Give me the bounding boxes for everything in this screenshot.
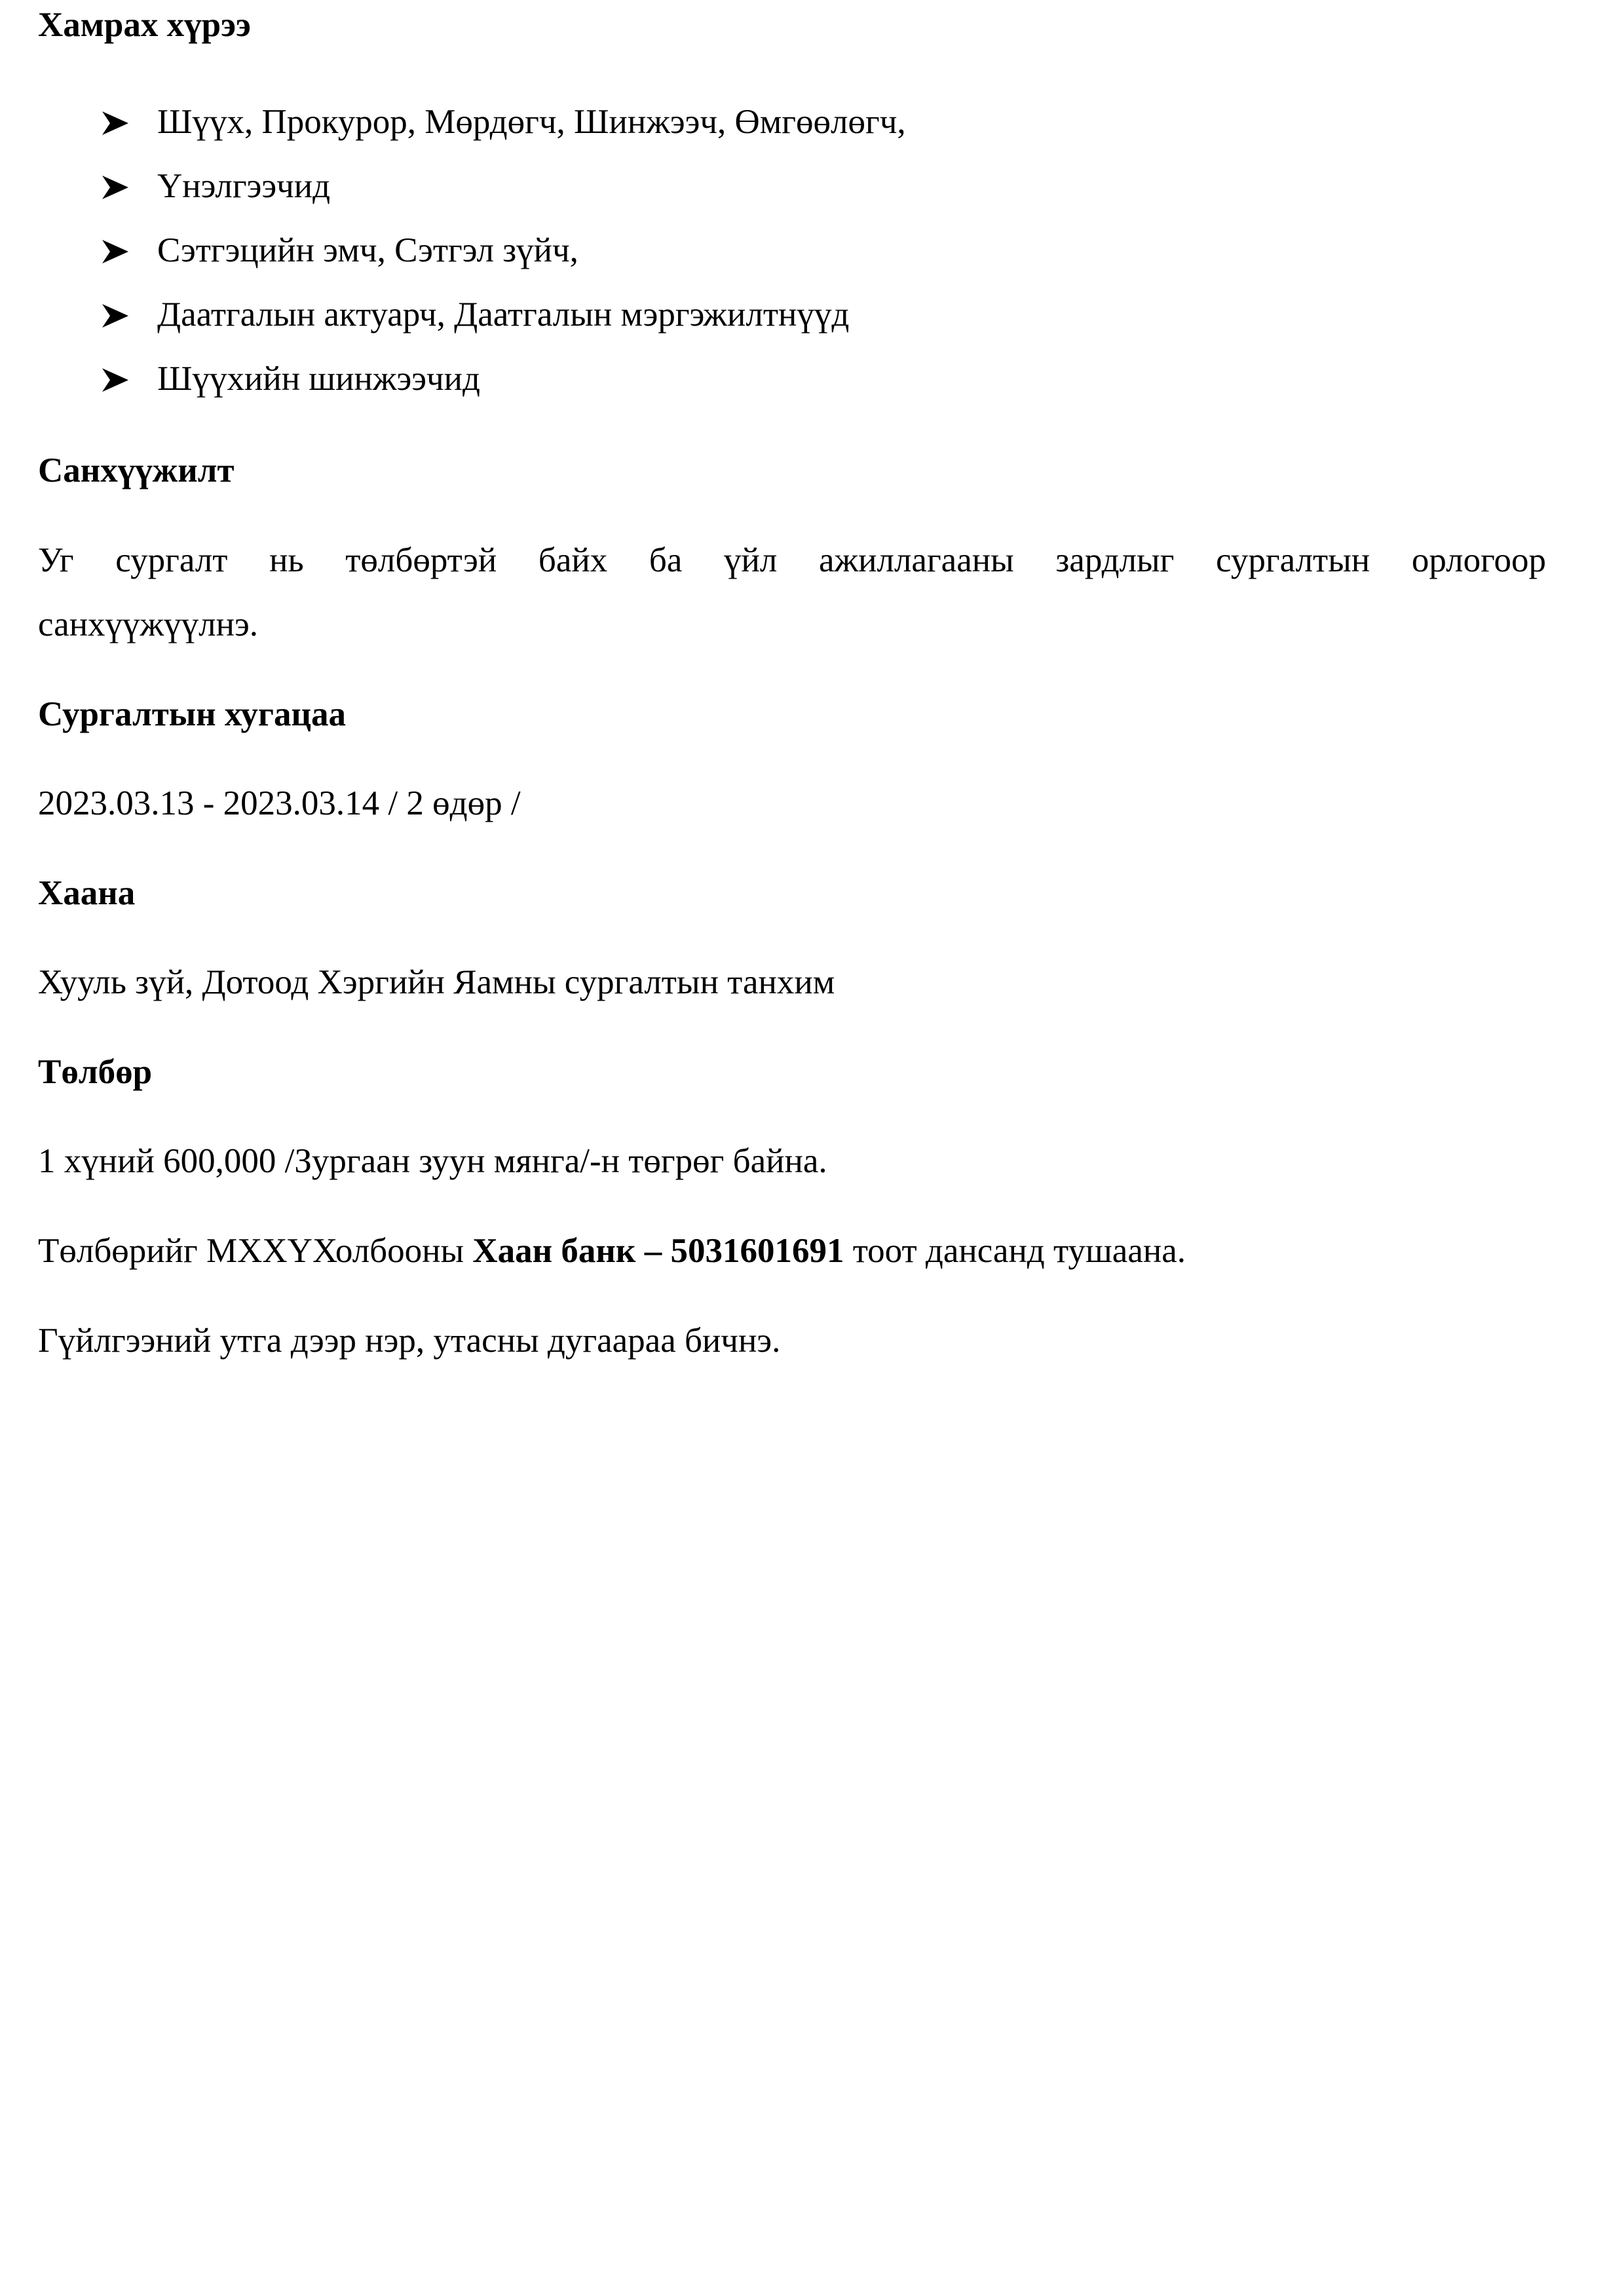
arrowhead-bullet-icon [101, 362, 157, 396]
list-item-label: Сэтгэцийн эмч, Сэтгэл зүйч, [157, 231, 578, 269]
payment-suffix: тоот дансанд тушаана. [844, 1232, 1186, 1270]
funding-text-line-1: Уг сургалт нь төлбөртэй байх ба үйл ажиллагааны зардлыг сургалтын орлогоор [38, 541, 1546, 579]
funding-text-line-2: санхүүжүүлнэ. [38, 605, 258, 643]
funding-heading: Санхүүжилт [38, 451, 235, 489]
list-item-label: Шүүх, Прокурор, Мөрдөгч, Шинжээч, Өмгөөлөгч, [157, 103, 906, 141]
list-item-label: Үнэлгээчид [157, 167, 331, 205]
arrowhead-bullet-icon [101, 169, 157, 204]
audience-heading: Хамрах хүрээ [38, 6, 251, 44]
fee-note-text: Гүйлгээний утга дээр нэр, утасны дугаараа бичнэ. [38, 1322, 781, 1360]
list-item [101, 362, 480, 396]
arrowhead-bullet-icon [101, 105, 157, 140]
arrowhead-bullet-icon [101, 297, 157, 332]
list-item [101, 105, 906, 140]
duration-text: 2023.03.13 - 2023.03.14 / 2 өдөр / [38, 784, 521, 822]
fee-payment-text [38, 1234, 1186, 1269]
duration-heading: Сургалтын хугацаа [38, 695, 346, 733]
fee-amount-text: 1 хүний 600,000 /Зургаан зуун мянга/-н төгрөг байна. [38, 1142, 827, 1180]
list-item-label: Даатгалын актуарч, Даатгалын мэргэжилтнүүд [157, 296, 850, 334]
payment-prefix: Төлбөрийг МХХҮХолбооны [38, 1232, 473, 1270]
fee-heading: Төлбөр [38, 1053, 153, 1091]
bank-account: Хаан банк – 5031601691 [472, 1232, 844, 1270]
list-item-label: Шүүхийн шинжээчид [157, 360, 480, 398]
location-text: Хууль зүй, Дотоод Хэргийн Яамны сургалтын танхим [38, 963, 835, 1001]
list-item [101, 297, 849, 332]
location-heading: Хаана [38, 874, 136, 912]
list-item [101, 233, 578, 268]
arrowhead-bullet-icon [101, 233, 157, 268]
list-item [101, 169, 330, 204]
